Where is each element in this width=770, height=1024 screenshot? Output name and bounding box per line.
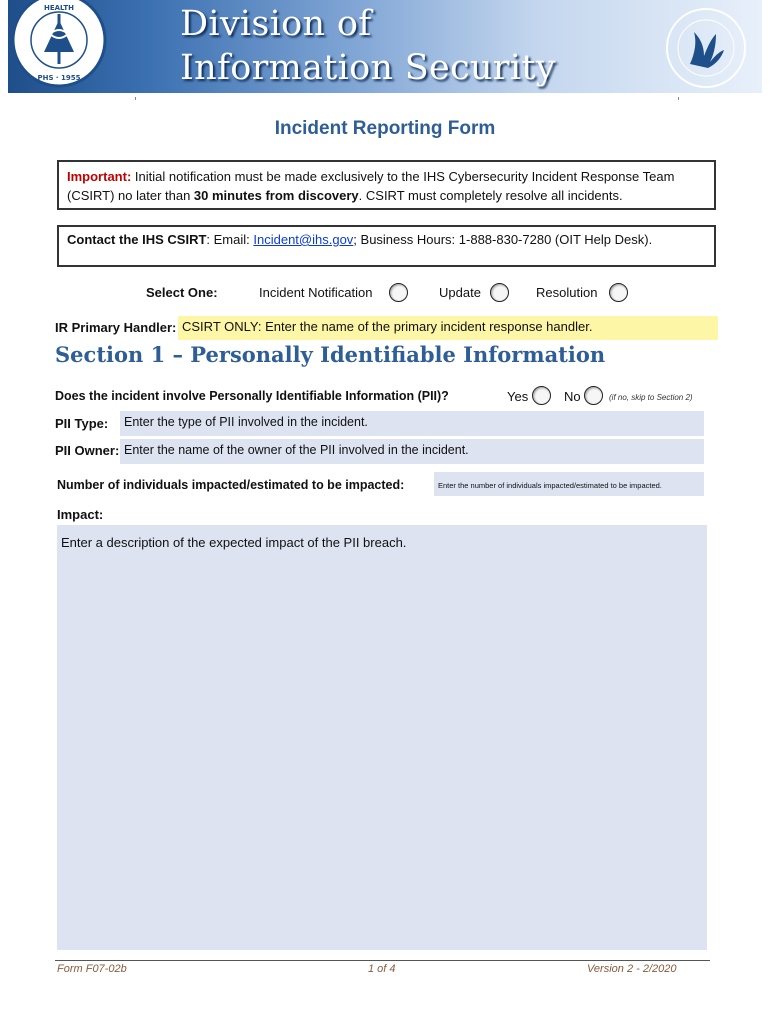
select-one-label: Select One: xyxy=(146,285,218,300)
notice-text-b: . CSIRT must completely resolve all incidents. xyxy=(358,188,623,203)
impacted-count-input[interactable]: Enter the number of individuals impacted/estimated to be impacted. xyxy=(434,472,704,496)
pii-type-input[interactable]: Enter the type of PII involved in the incident. xyxy=(120,411,704,436)
ir-handler-input[interactable]: CSIRT ONLY: Enter the name of the primary incident response handler. xyxy=(178,316,718,340)
impact-label: Impact: xyxy=(57,507,104,522)
radio-pii-no[interactable] xyxy=(584,386,603,405)
pii-owner-label: PII Owner: xyxy=(55,443,120,458)
radio-pii-yes[interactable] xyxy=(532,386,551,405)
important-label: Important: xyxy=(67,169,132,184)
option-incident-notification-label: Incident Notification xyxy=(259,285,373,300)
pii-owner-input[interactable]: Enter the name of the owner of the PII involved in the incident. xyxy=(120,439,704,464)
radio-incident-notification[interactable] xyxy=(389,283,408,302)
radio-resolution[interactable] xyxy=(609,283,628,302)
page-mark xyxy=(135,97,136,100)
contact-email-prefix: : Email: xyxy=(206,232,254,247)
radio-update[interactable] xyxy=(490,283,509,302)
banner-title-line1: Division of xyxy=(180,4,372,44)
pii-type-label: PII Type: xyxy=(55,416,109,431)
ihs-seal-logo xyxy=(10,0,108,93)
pii-yes-label: Yes xyxy=(507,389,529,404)
svg-text:HEALTH: HEALTH xyxy=(44,4,74,12)
option-update-label: Update xyxy=(439,285,481,300)
contact-email-link[interactable]: Incident@ihs.gov xyxy=(253,232,354,247)
pii-no-label: No xyxy=(564,389,581,404)
notice-deadline: 30 minutes from discovery xyxy=(193,188,359,203)
svg-text:PHS · 1955: PHS · 1955 xyxy=(37,74,81,82)
page-mark xyxy=(678,97,679,100)
pii-question: Does the incident involve Personally Identifiable Information (PII)? xyxy=(55,389,449,403)
footer-divider xyxy=(55,960,710,961)
section-1-title: Section 1 – Personally Identifiable Information xyxy=(55,342,606,367)
footer-page-number: 1 of 4 xyxy=(368,963,396,975)
footer-form-id: Form F07-02b xyxy=(57,963,127,975)
hhs-seal-logo xyxy=(664,6,748,90)
ir-handler-label: IR Primary Handler: xyxy=(55,320,177,335)
contact-rest: ; Business Hours: 1-888-830-7280 (OIT Help Desk). xyxy=(353,232,653,247)
important-notice xyxy=(57,160,716,210)
contact-label: Contact the IHS CSIRT xyxy=(67,232,207,247)
impact-textarea[interactable]: Enter a description of the expected impact of the PII breach. xyxy=(57,525,707,950)
notice-text-a: Initial notification must be made exclusively to the IHS Cybersecurity Incident Response Team (CSIRT) no later than xyxy=(67,169,675,203)
form-title: Incident Reporting Form xyxy=(274,118,496,139)
contact-box xyxy=(57,225,716,267)
impacted-count-label: Number of individuals impacted/estimated to be impacted: xyxy=(57,478,405,492)
footer-version: Version 2 - 2/2020 xyxy=(587,963,677,975)
banner-title-line2: Information Security xyxy=(180,48,556,88)
skip-note: (if no, skip to Section 2) xyxy=(609,393,693,402)
option-resolution-label: Resolution xyxy=(536,285,598,300)
banner-title xyxy=(180,2,556,90)
